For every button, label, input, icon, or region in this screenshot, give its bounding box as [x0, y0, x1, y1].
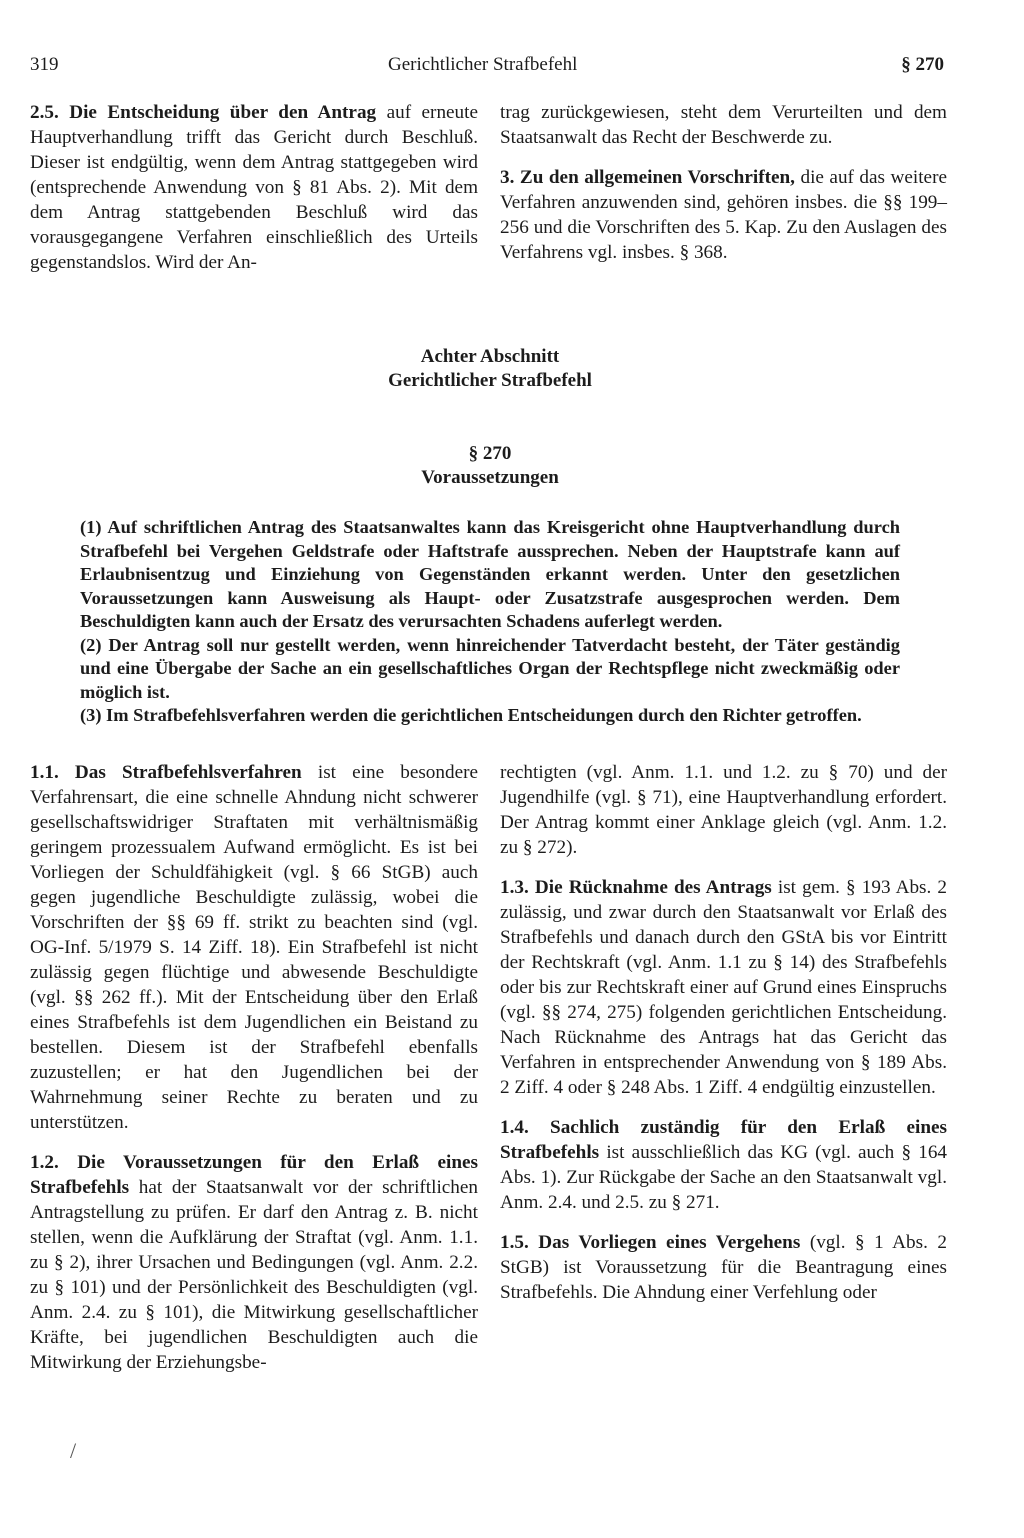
annotation-keyword: Zu den allgemeinen Vorschriften, [519, 167, 795, 188]
part-subtitle: Gerichtlicher Strafbefehl [388, 370, 592, 391]
annotation-text: trag zurückgewiesen, steht dem Verurteilten und dem Staatsanwalt das Recht der Beschwerde zu. [500, 102, 947, 148]
bottom-left-column [30, 760, 478, 1390]
page-number: 319 [30, 54, 59, 75]
statute-subsection: (3) Im Strafbefehlsverfahren werden die gerichtlichen Entscheidungen durch den Richter getroffen. [80, 705, 862, 725]
top-left-column [30, 100, 478, 290]
annotation-number: 1.1. [30, 762, 59, 783]
annotation-keyword: Das Strafbefehlsverfahren [74, 762, 302, 783]
annotation-text: (vgl. § 1 Abs. 2 StGB) ist Voraussetzung für die Beantragung eines Strafbefehls. Die Ahndung einer Verfehlung oder [500, 1232, 948, 1303]
bottom-right-column [500, 760, 947, 1320]
annotation-number: 1.3. [500, 877, 529, 898]
annotation-paragraph [500, 760, 947, 860]
annotation-keyword: Sachlich zuständig für den Erlaß eines Strafbefehls [500, 1117, 947, 1163]
annotation-paragraph [30, 100, 478, 275]
annotation-number: 2.5. [30, 102, 59, 123]
annotation-text: rechtigten (vgl. Anm. 1.1. und 1.2. zu § 70) und der Jugendhilfe (vgl. § 71), eine Hauptverhandlung erfordert. Der Antrag kommt einer Anklage gleich (vgl. Anm. 1.2. zu § 272). [500, 762, 947, 858]
annotation-paragraph [30, 1150, 478, 1375]
annotation-paragraph [500, 1115, 947, 1215]
annotation-paragraph [500, 1230, 947, 1305]
section-reference: § 270 [901, 54, 944, 75]
annotation-text: auf erneute Hauptverhandlung trifft das Gericht durch Beschluß. Dieser ist endgültig, wenn dem Antrag stattgegeben wird (entsprechende Anwendung von § 81 Abs. 2). Mit dem dem Antrag stattgebenden Beschluß wird das vorausgegangene Verfahren einschließlich des Urteils gegenstandslos. Wird der An- [30, 102, 478, 273]
top-right-column [500, 100, 947, 280]
annotation-number: 1.5. [500, 1232, 529, 1253]
paragraph-heading [0, 442, 980, 490]
annotation-keyword: Die Voraussetzungen für den Erlaß eines Strafbefehls [30, 1152, 478, 1198]
annotation-text: ist ausschließlich das KG (vgl. auch § 164 Abs. 1). Zur Rückgabe der Sache an den Staatsanwalt vgl. Anm. 2.4. und 2.5. zu § 271. [500, 1142, 948, 1213]
paragraph-number: § 270 [468, 443, 512, 464]
statute-subsection: (2) Der Antrag soll nur gestellt werden, wenn hinreichender Tatverdacht besteht, der Täter geständig und eine Übergabe der Sache an ein gesellschaftliches Organ der Rechtspflege nicht zweckmäßig oder möglich ist. [80, 634, 900, 702]
annotation-paragraph [500, 165, 947, 265]
annotation-keyword: Das Vorliegen eines Vergehens [538, 1232, 801, 1253]
annotation-text: die auf das weitere Verfahren anzuwenden sind, gehören insbes. die §§ 199–256 und die Vorschriften des 5. Kap. Zu den Auslagen des Verfahrens vgl. insbes. § 368. [500, 167, 947, 263]
annotation-keyword: Die Rücknahme des Antrags [534, 877, 772, 898]
annotation-paragraph [30, 760, 478, 1135]
annotation-text: ist gem. § 193 Abs. 2 zulässig, und zwar durch den Staatsanwalt vor Erlaß des Strafbefehls und danach durch den GStA bis vor Eintritt der Rechtskraft (vgl. Anm. 1.1 zu § 14) des Strafbefehls oder bis zur Rechtskraft einer auf Grund eines Einspruchs (vgl. §§ 274, 275) folgenden gerichtlichen Entscheidung. Nach Rücknahme des Antrags hat das Gericht das Verfahren in entsprechender Anwendung von § 189 Abs. 2 Ziff. 4 oder § 248 Abs. 1 Ziff. 4 endgültig einzustellen. [500, 877, 947, 1098]
running-title: Gerichtlicher Strafbefehl [388, 54, 578, 75]
annotation-paragraph [500, 875, 947, 1100]
annotation-number: 3. [500, 167, 515, 188]
annotation-number: 1.2. [30, 1152, 59, 1173]
statute-subsection: (1) Auf schriftlichen Antrag des Staatsanwaltes kann das Kreisgericht ohne Hauptverhandlung durch Strafbefehl bei Vergehen Geldstrafe oder Haftstrafe aussprechen. Neben der Hauptstrafe kann auf Erlaubnisentzug und Einziehung von Gegenständen erkannt werden. Unter den gesetzlichen Voraussetzungen kann Ausweisung als Haupt- oder Zusatzstrafe ausgesprochen werden. Dem Beschuldigten kann auch der Ersatz des verursachten Schadens auferlegt werden. [80, 517, 900, 631]
part-title: Achter Abschnitt [420, 346, 560, 367]
annotation-paragraph [500, 100, 947, 150]
annotation-keyword: Die Entscheidung über den Antrag [69, 102, 377, 123]
scan-artifact-mark: / [70, 1438, 77, 1463]
section-heading [0, 345, 980, 393]
annotation-text: hat der Staatsanwalt vor der schriftlichen Antragstellung zu prüfen. Er darf den Antrag z. B. nicht stellen, wenn die Aufklärung der Straftat (vgl. Anm. 1.1. zu § 2), ihrer Ursachen und Bedingungen (vgl. Anm. 2.2. zu § 101) und der Persönlichkeit des Beschuldigten (vgl. Anm. 2.4. zu § 101), die Mitwirkung gesellschaftlicher Kräfte, bei jugendlichen Beschuldigten auch die Mitwirkung der Erziehungsbe- [30, 1177, 478, 1373]
annotation-number: 1.4. [500, 1117, 529, 1138]
statute-text [80, 516, 900, 728]
annotation-text: ist eine besondere Verfahrensart, die eine schnelle Ahndung nicht schwerer gesellschaftswidriger Straftaten mit verhältnismäßig geringem prozessualem Aufwand ermöglicht. Es ist bei Vorliegen der Schuldfähigkeit (vgl. § 66 StGB) auch gegen jugendliche Beschuldigte zulässig, wobei die Vorschriften der §§ 69 ff. strikt zu beachten sind (vgl. OG-Inf. 5/1979 S. 14 Ziff. 18). Ein Strafbefehl ist nicht zulässig gegen flüchtige und abwesende Beschuldigte (vgl. §§ 262 ff.). Mit der Entscheidung über den Erlaß eines Strafbefehls ist dem Jugendlichen ein Beistand zu bestellen. Diesem ist der Strafbefehl ebenfalls zuzustellen; er hat den Jugendlichen bei der Wahrnehmung seiner Rechte zu beraten und zu unterstützen. [30, 762, 479, 1133]
paragraph-title: Voraussetzungen [421, 467, 559, 488]
